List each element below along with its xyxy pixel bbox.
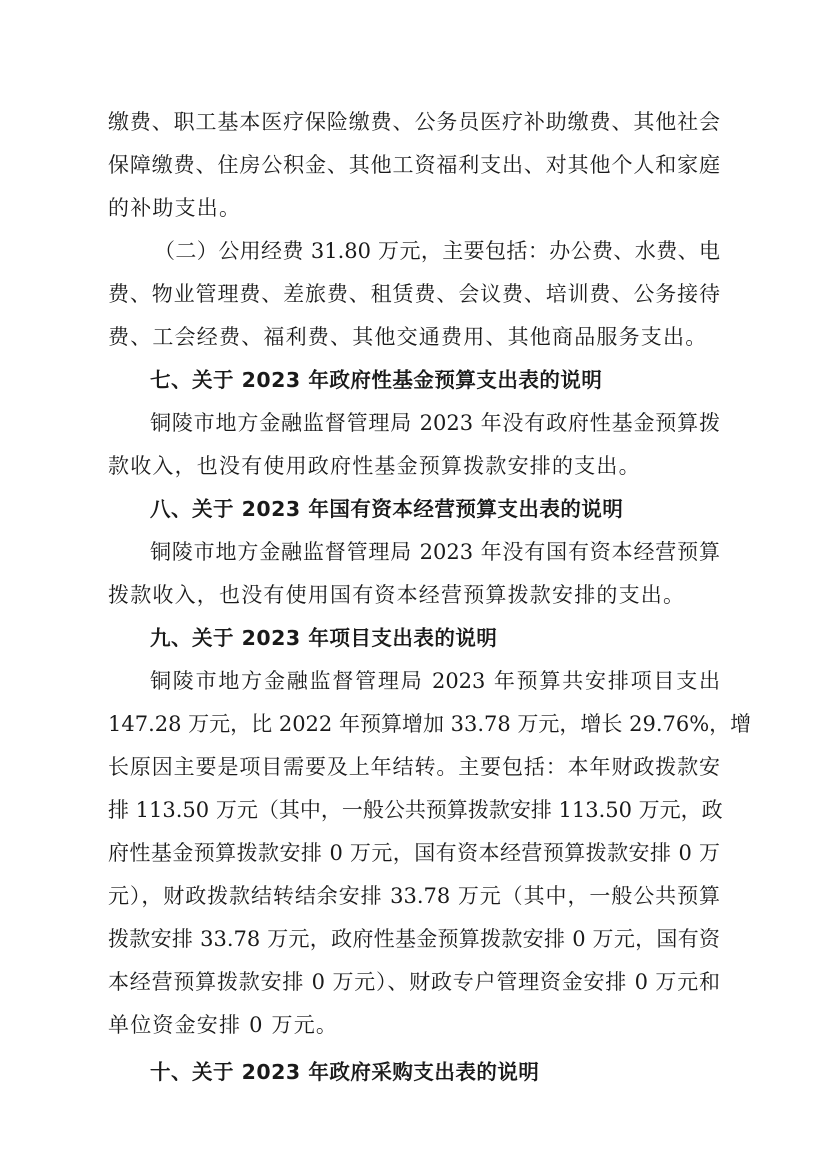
paragraph-line: 拨款收入，也没有使用国有资本经营预算拨款安排的支出。 — [108, 583, 686, 607]
paragraph-line: 排 113.50 万元（其中，一般公共预算拨款安排 113.50 万元，政 — [108, 798, 723, 822]
paragraph-line: （二）公用经费 31.80 万元，主要包括：办公费、水费、电 — [154, 239, 720, 263]
paragraph-line: 拨款安排 33.78 万元，政府性基金预算拨款安排 0 万元，国有资 — [108, 927, 720, 951]
paragraph-line: 147.28 万元，比 2022 年预算增加 33.78 万元，增长 29.76%，增 — [108, 712, 752, 736]
section-heading: 十、关于 2023 年政府采购支出表的说明 — [150, 1060, 540, 1084]
paragraph-line: 款收入，也没有使用政府性基金预算拨款安排的支出。 — [108, 454, 641, 478]
section-heading: 九、关于 2023 年项目支出表的说明 — [150, 626, 498, 650]
paragraph-line: 本经营预算拨款安排 0 万元）、财政专户管理资金安排 0 万元和 — [108, 970, 720, 994]
paragraph-line: 元），财政拨款结转结余安排 33.78 万元（其中，一般公共预算 — [108, 884, 720, 908]
paragraph-line: 铜陵市地方金融监督管理局 2023 年没有国有资本经营预算 — [150, 540, 720, 564]
paragraph-line: 长原因主要是项目需要及上年结转。主要包括：本年财政拨款安 — [108, 755, 720, 779]
paragraph-line: 铜陵市地方金融监督管理局 2023 年预算共安排项目支出 — [150, 669, 720, 693]
paragraph-line: 保障缴费、住房公积金、其他工资福利支出、对其他个人和家庭 — [108, 153, 720, 177]
paragraph-line: 费、工会经费、福利费、其他交通费用、其他商品服务支出。 — [108, 325, 708, 349]
paragraph-line: 费、物业管理费、差旅费、租赁费、会议费、培训费、公务接待 — [108, 282, 720, 306]
paragraph-line: 的补助支出。 — [108, 196, 242, 220]
paragraph-line: 铜陵市地方金融监督管理局 2023 年没有政府性基金预算拨 — [150, 411, 720, 435]
paragraph-line: 府性基金预算拨款安排 0 万元，国有资本经营预算拨款安排 0 万 — [108, 841, 720, 865]
paragraph-line: 缴费、职工基本医疗保险缴费、公务员医疗补助缴费、其他社会 — [108, 110, 720, 134]
paragraph-line: 单位资金安排 0 万元。 — [108, 1013, 339, 1037]
section-heading: 七、关于 2023 年政府性基金预算支出表的说明 — [150, 368, 603, 392]
document-body — [108, 101, 752, 1094]
section-heading: 八、关于 2023 年国有资本经营预算支出表的说明 — [150, 497, 624, 521]
